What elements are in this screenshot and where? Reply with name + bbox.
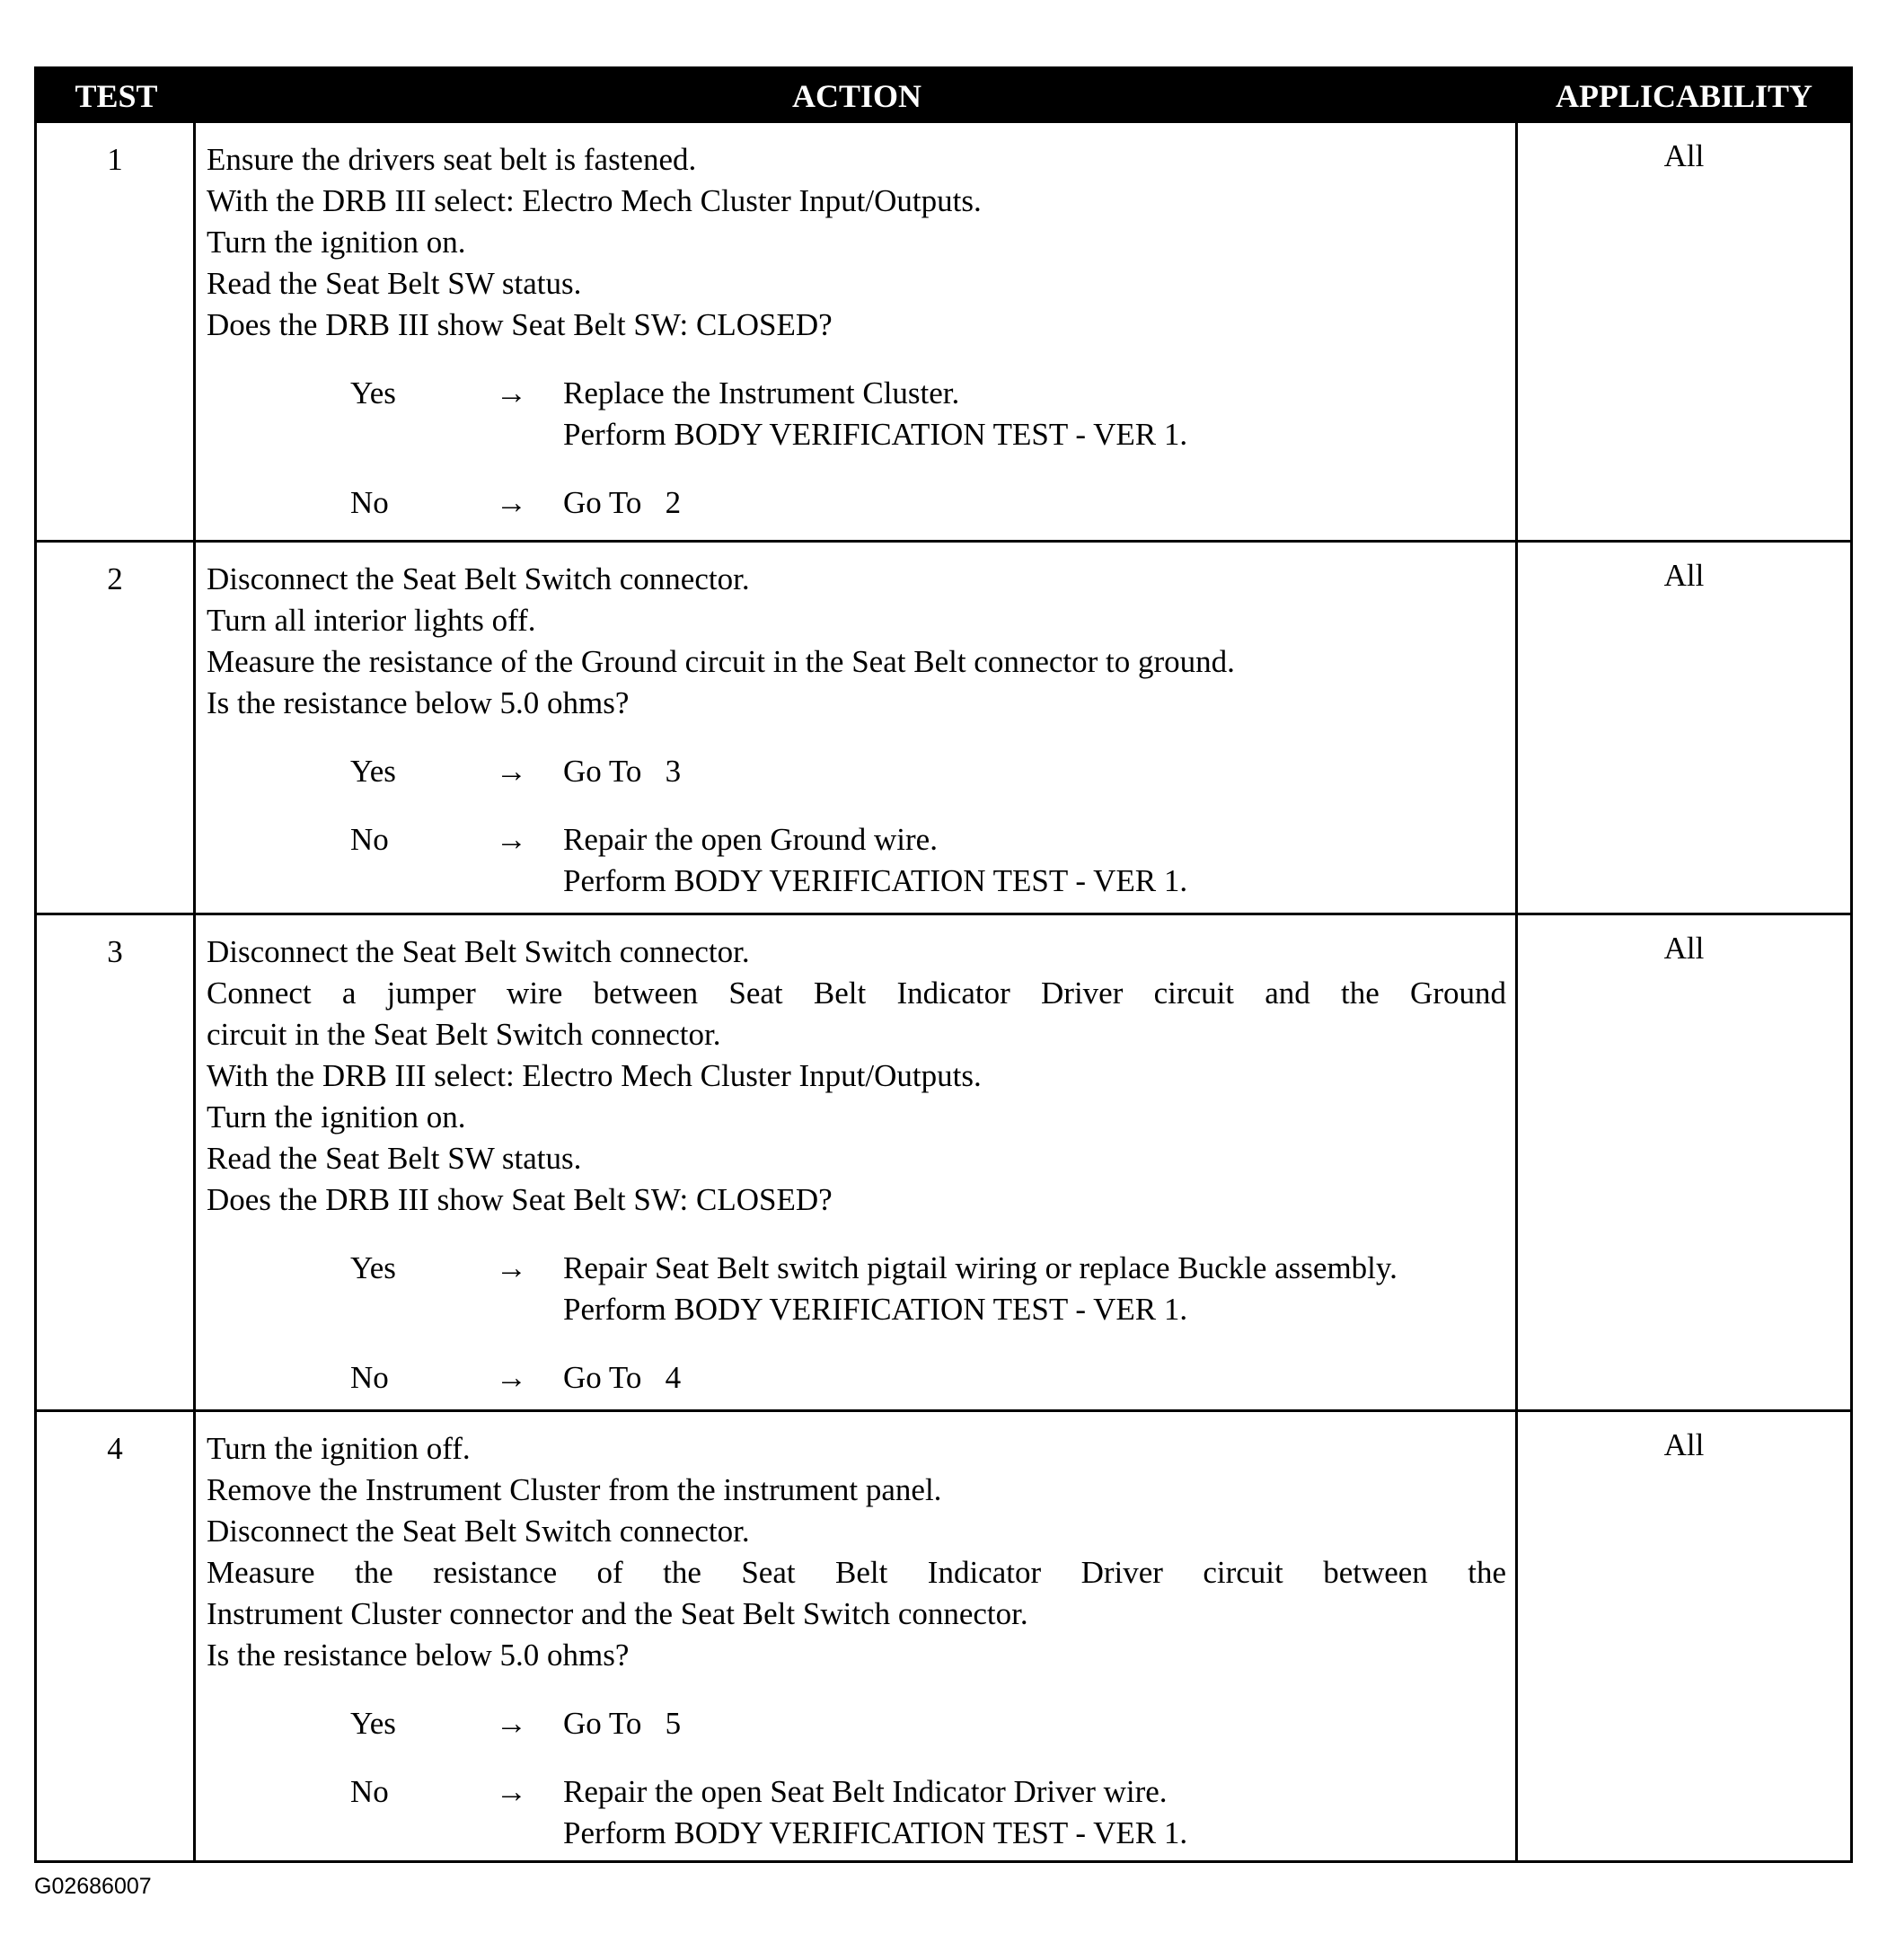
right-arrow-icon: → (496, 1250, 527, 1285)
result-line: Go To 2 (563, 485, 682, 520)
no-label: No (350, 1360, 389, 1395)
result-line: Perform BODY VERIFICATION TEST - VER 1. (563, 863, 1188, 898)
action-step: circuit in the Seat Belt Switch connector. (207, 1017, 721, 1052)
table-header (37, 69, 1850, 123)
action-step: Does the DRB III show Seat Belt SW: CLOSED? (207, 307, 833, 342)
test-number: 1 (37, 123, 196, 540)
action-step: Connect a jumper wire between Seat Belt Indicator Driver circuit and the Ground (207, 976, 1506, 1011)
action-step: Is the resistance below 5.0 ohms? (207, 1638, 630, 1673)
result-line: Repair Seat Belt switch pigtail wiring or replace Buckle assembly. (563, 1250, 1398, 1285)
action-step: Is the resistance below 5.0 ohms? (207, 685, 630, 720)
no-result (563, 819, 1506, 902)
result-line: Replace the Instrument Cluster. (563, 375, 960, 411)
action-step: Read the Seat Belt SW status. (207, 1141, 582, 1176)
yes-outcome (207, 373, 1506, 455)
no-label: No (350, 1774, 389, 1809)
no-label: No (350, 822, 389, 857)
yes-outcome (207, 1248, 1506, 1330)
no-outcome (207, 1771, 1506, 1854)
result-line: Perform BODY VERIFICATION TEST - VER 1. (563, 1815, 1188, 1850)
action-step: Disconnect the Seat Belt Switch connector. (207, 1514, 750, 1549)
no-outcome (207, 1357, 1506, 1399)
right-arrow-icon: → (496, 1706, 527, 1741)
test-number: 2 (37, 543, 196, 913)
action-step: Measure the resistance of the Ground circuit in the Seat Belt connector to ground. (207, 644, 1235, 679)
right-arrow-icon: → (496, 485, 527, 520)
figure-id: G02686007 (34, 1874, 152, 1899)
yes-result (563, 1703, 1506, 1744)
applicability-value: All (1663, 931, 1705, 966)
action-step: With the DRB III select: Electro Mech Cluster Input/Outputs. (207, 183, 982, 218)
action-step: Instrument Cluster connector and the Seat Belt Switch connector. (207, 1596, 1028, 1631)
result-line: Repair the open Ground wire. (563, 822, 938, 857)
action-cell (196, 915, 1518, 1409)
action-step: Turn all interior lights off. (207, 603, 536, 638)
right-arrow-icon: → (496, 1360, 527, 1395)
action-step: Disconnect the Seat Belt Switch connector. (207, 561, 750, 596)
test-number: 4 (37, 1412, 196, 1860)
header-applicability: APPLICABILITY (1555, 78, 1813, 114)
action-step: Remove the Instrument Cluster from the instrument panel. (207, 1472, 942, 1507)
yes-label: Yes (350, 754, 396, 789)
action-step: Disconnect the Seat Belt Switch connector. (207, 934, 750, 969)
yes-outcome (207, 1703, 1506, 1744)
test-number: 3 (37, 915, 196, 1409)
action-step: Ensure the drivers seat belt is fastened. (207, 142, 697, 177)
right-arrow-icon: → (496, 1774, 527, 1809)
yes-label: Yes (350, 1250, 396, 1285)
no-label: No (350, 485, 389, 520)
yes-outcome (207, 751, 1506, 792)
right-arrow-icon: → (496, 822, 527, 857)
result-line: Go To 5 (563, 1706, 682, 1741)
right-arrow-icon: → (496, 754, 527, 789)
applicability-value: All (1663, 138, 1705, 173)
table-row (37, 1409, 1850, 1860)
result-line: Go To 4 (563, 1360, 682, 1395)
no-result (563, 482, 1506, 524)
action-cell (196, 1412, 1518, 1860)
result-line: Perform BODY VERIFICATION TEST - VER 1. (563, 1292, 1188, 1327)
result-line: Repair the open Seat Belt Indicator Driver wire. (563, 1774, 1168, 1809)
yes-result (563, 373, 1506, 455)
diagnostic-test-table (34, 66, 1853, 1863)
no-outcome (207, 482, 1506, 524)
right-arrow-icon: → (496, 375, 527, 411)
action-step: Turn the ignition on. (207, 1099, 466, 1135)
yes-result (563, 1248, 1506, 1330)
no-result (563, 1771, 1506, 1854)
action-cell (196, 123, 1518, 540)
no-result (563, 1357, 1506, 1399)
action-step: Turn the ignition off. (207, 1431, 471, 1466)
result-line: Perform BODY VERIFICATION TEST - VER 1. (563, 417, 1188, 452)
table-row (37, 123, 1850, 540)
header-action: ACTION (791, 78, 922, 114)
action-step: Measure the resistance of the Seat Belt Indicator Driver circuit between the (207, 1555, 1506, 1590)
table-row (37, 540, 1850, 913)
header-test: TEST (75, 78, 158, 114)
yes-label: Yes (350, 1706, 396, 1741)
no-outcome (207, 819, 1506, 902)
action-step: Read the Seat Belt SW status. (207, 266, 582, 301)
result-line: Go To 3 (563, 754, 682, 789)
action-step: With the DRB III select: Electro Mech Cluster Input/Outputs. (207, 1058, 982, 1093)
yes-result (563, 751, 1506, 792)
applicability-value: All (1663, 558, 1705, 593)
yes-label: Yes (350, 375, 396, 411)
applicability-value: All (1663, 1427, 1705, 1462)
action-step: Does the DRB III show Seat Belt SW: CLOSED? (207, 1182, 833, 1217)
action-step: Turn the ignition on. (207, 225, 466, 260)
table-row (37, 913, 1850, 1409)
action-cell (196, 543, 1518, 913)
